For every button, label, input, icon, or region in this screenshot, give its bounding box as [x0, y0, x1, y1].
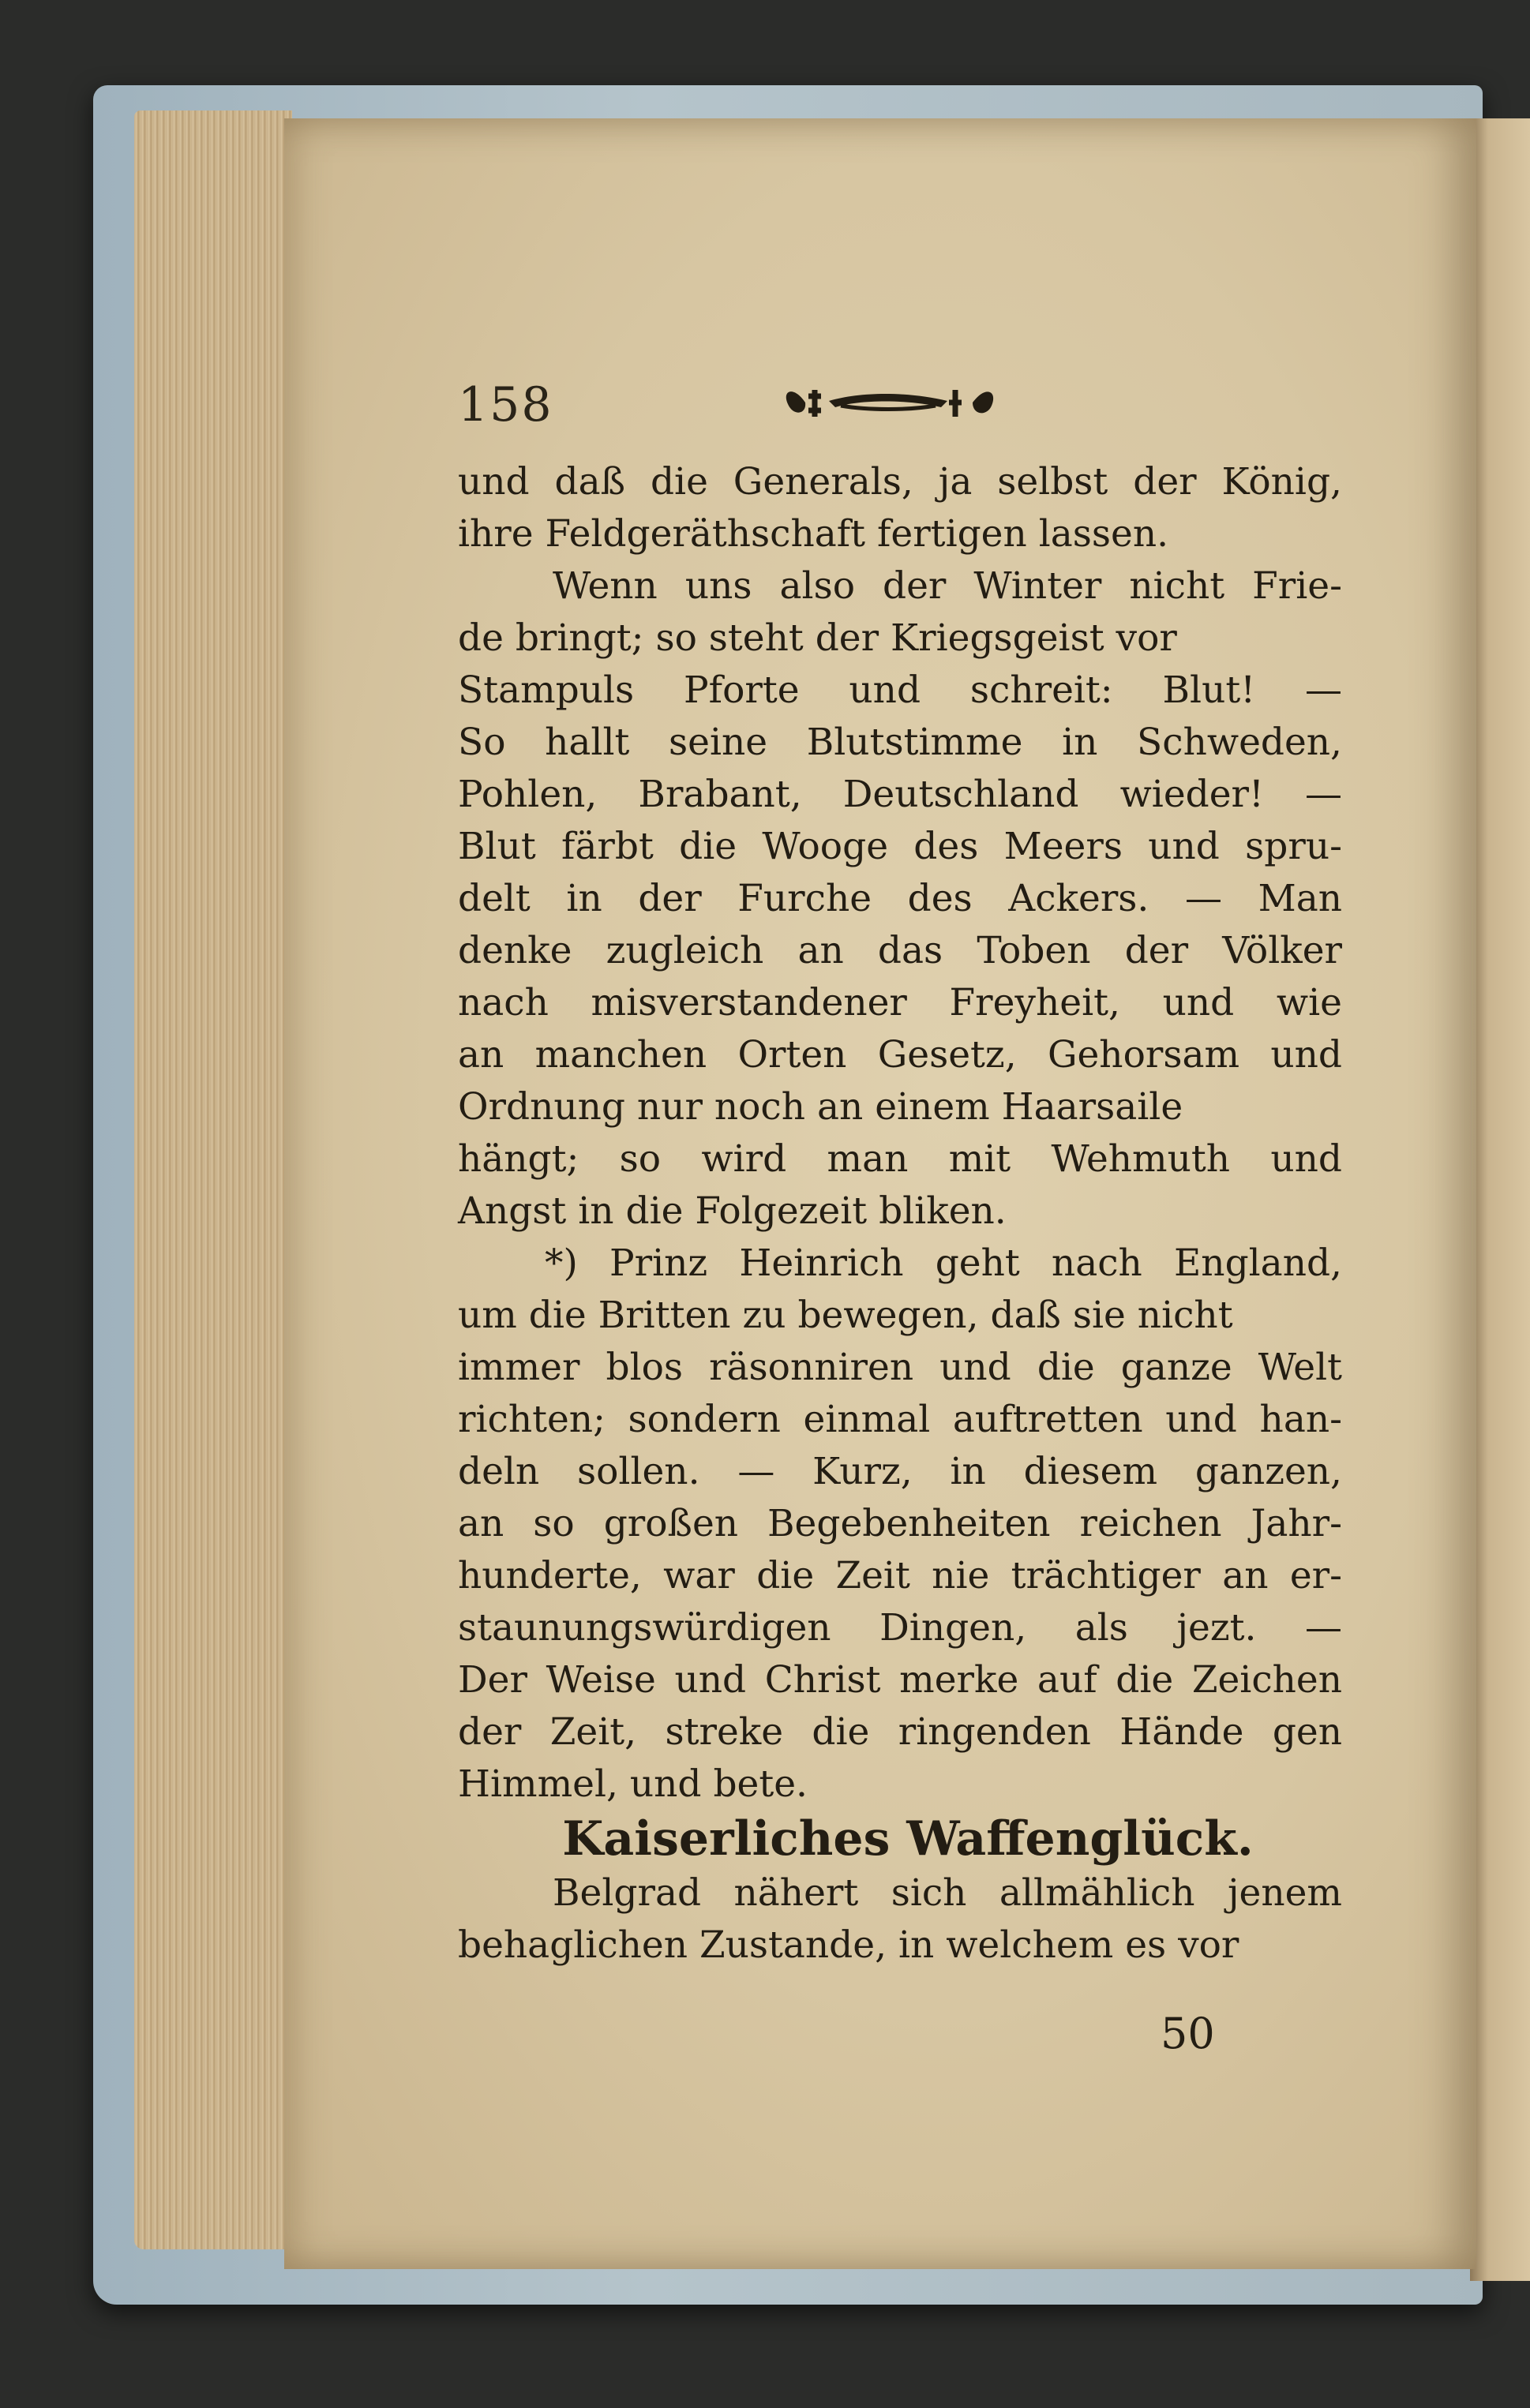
footnote-line: *) Prinz Heinrich geht nach England, — [545, 1241, 1342, 1285]
footnote-line: deln sollen. — Kurz, in diesem ganzen, — [458, 1450, 1342, 1493]
footnote-line: an so großen Begebenheiten reichen Jahr- — [458, 1502, 1342, 1545]
footnote-line: immer blos räsonniren und die ganze Welt — [458, 1346, 1342, 1389]
footnote-line: um die Britten zu bewegen, daß sie nicht — [458, 1294, 1233, 1337]
text-line: ihre Feldgeräthschaft fertigen lassen. — [458, 512, 1169, 556]
text-line: und daß die Generals, ja selbst der König, — [458, 460, 1342, 504]
signature-mark: 50 — [1161, 2009, 1215, 2058]
text-line: Blut färbt die Wooge des Meers und spru- — [458, 825, 1342, 868]
text-line: behaglichen Zustande, in welchem es vor — [458, 1923, 1239, 1967]
text-line: Pohlen, Brabant, Deutschland wieder! — — [458, 773, 1342, 816]
text-line: delt in der Furche des Ackers. — Man — [458, 877, 1342, 920]
text-line: nach misverstandener Freyheit, und wie — [458, 981, 1342, 1024]
text-line: an manchen Orten Gesetz, Gehorsam und — [458, 1033, 1342, 1077]
text-line: Belgrad nähert sich allmählich jenem — [553, 1871, 1342, 1915]
footnote-line: der Zeit, streke die ringenden Hände gen — [458, 1710, 1342, 1754]
text-line: So hallt seine Blutstimme in Schweden, — [458, 721, 1342, 764]
text-line: Ordnung nur noch an einem Haarsaile — [458, 1085, 1183, 1129]
footnote-line: Himmel, und bete. — [458, 1762, 808, 1806]
page-number: 158 — [458, 377, 553, 433]
page-edges — [134, 110, 292, 2249]
footnote-line: staunungswürdigen Dingen, als jezt. — — [458, 1606, 1342, 1650]
page-header — [458, 371, 1318, 442]
text-line: hängt; so wird man mit Wehmuth und — [458, 1137, 1342, 1181]
text-line: Stampuls Pforte und schreit: Blut! — — [458, 668, 1342, 712]
facing-page-edge — [1470, 118, 1530, 2281]
footnote-line: Der Weise und Christ merke auf die Zeichen — [458, 1658, 1342, 1702]
text-line: denke zugleich an das Toben der Völker — [458, 929, 1342, 972]
text-line: de bringt; so steht der Kriegsgeist vor — [458, 616, 1177, 660]
section-heading: Kaiserliches Waffenglück. — [562, 1811, 1254, 1867]
footnote-line: hunderte, war die Zeit nie trächtiger an er- — [458, 1554, 1342, 1597]
text-line: Angst in die Folgezeit bliken. — [458, 1189, 1007, 1233]
footnote-line: richten; sondern einmal auftretten und han- — [458, 1398, 1342, 1441]
header-ornament-icon — [774, 371, 1003, 434]
text-line: Wenn uns also der Winter nicht Frie- — [553, 564, 1342, 608]
page-text — [458, 456, 1342, 1972]
